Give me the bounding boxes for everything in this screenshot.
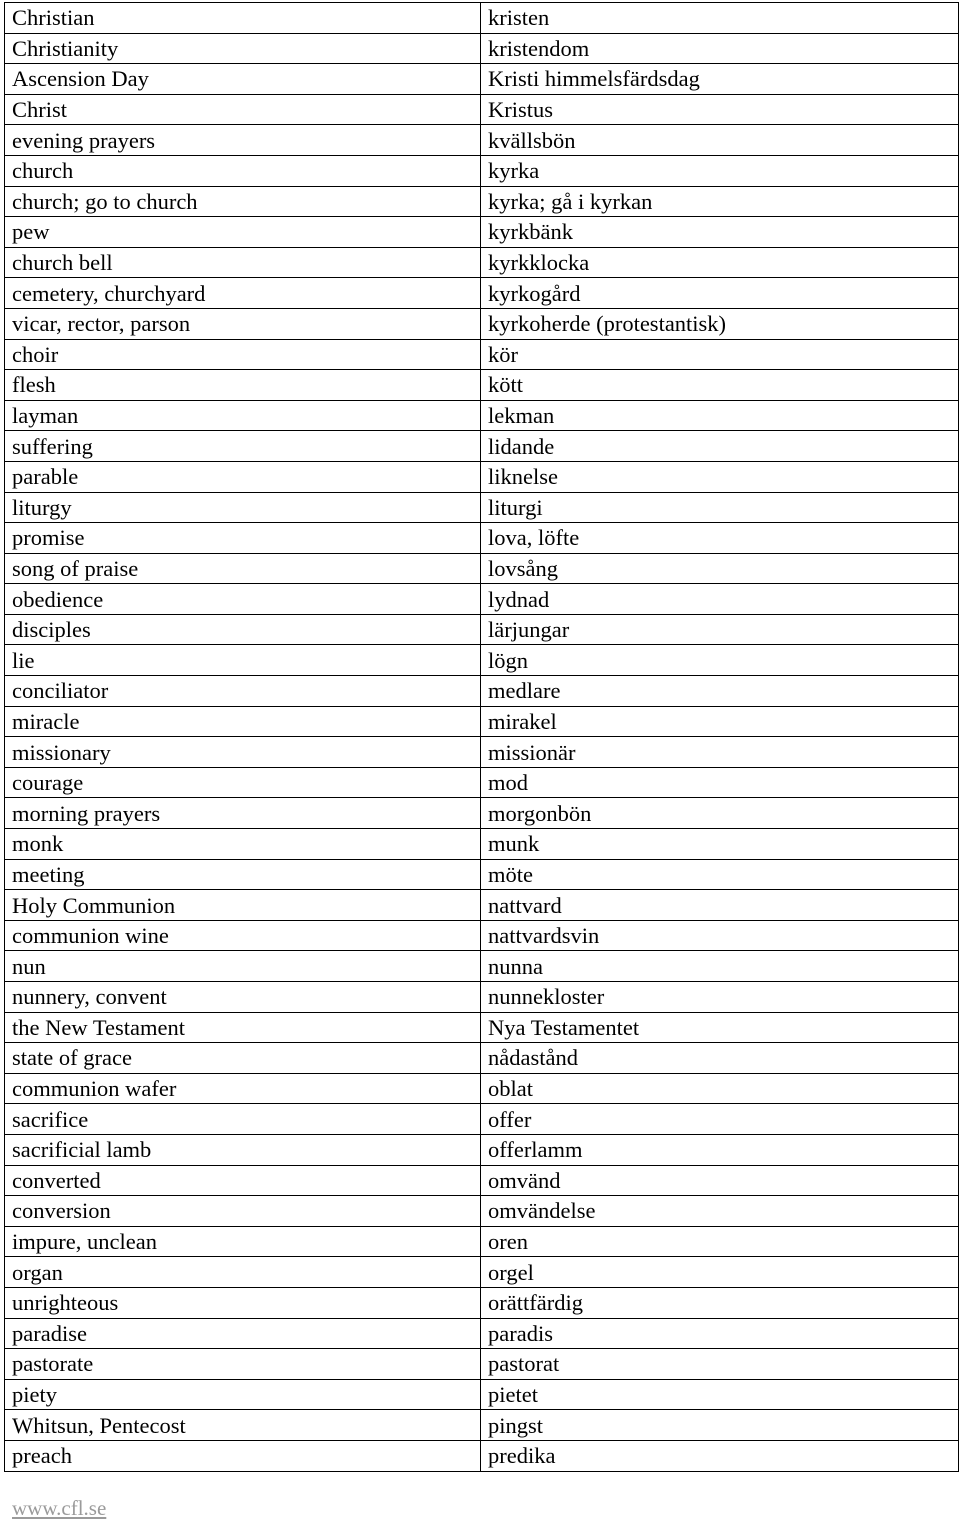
table-row <box>5 247 959 278</box>
english-term: choir <box>5 339 481 370</box>
english-term: sacrifice <box>5 1104 481 1135</box>
swedish-term: oblat <box>481 1073 959 1104</box>
table-row <box>5 676 959 707</box>
english-term: miracle <box>5 706 481 737</box>
table-row <box>5 584 959 615</box>
english-term: sacrificial lamb <box>5 1134 481 1165</box>
swedish-term: omvändelse <box>481 1196 959 1227</box>
table-row <box>5 1073 959 1104</box>
table-row <box>5 829 959 860</box>
english-term: liturgy <box>5 492 481 523</box>
vocabulary-table-body <box>5 3 959 1472</box>
swedish-term: pietet <box>481 1379 959 1410</box>
table-row <box>5 155 959 186</box>
table-row <box>5 1104 959 1135</box>
table-row <box>5 1043 959 1074</box>
english-term: courage <box>5 767 481 798</box>
table-row <box>5 798 959 829</box>
swedish-term: mod <box>481 767 959 798</box>
swedish-term: Kristus <box>481 94 959 125</box>
swedish-term: liturgi <box>481 492 959 523</box>
table-row <box>5 645 959 676</box>
english-term: promise <box>5 523 481 554</box>
swedish-term: pingst <box>481 1410 959 1441</box>
table-row <box>5 1318 959 1349</box>
table-row <box>5 1012 959 1043</box>
table-row <box>5 767 959 798</box>
table-row <box>5 492 959 523</box>
table-row <box>5 951 959 982</box>
english-term: Christ <box>5 94 481 125</box>
table-row <box>5 1440 959 1471</box>
swedish-term: missionär <box>481 737 959 768</box>
table-row <box>5 94 959 125</box>
english-term: vicar, rector, parson <box>5 308 481 339</box>
swedish-term: kristen <box>481 3 959 34</box>
english-term: evening prayers <box>5 125 481 156</box>
english-term: meeting <box>5 859 481 890</box>
swedish-term: Kristi himmelsfärdsdag <box>481 64 959 95</box>
table-row <box>5 1226 959 1257</box>
table-row <box>5 1196 959 1227</box>
table-row <box>5 920 959 951</box>
english-term: nunnery, convent <box>5 982 481 1013</box>
swedish-term: lova, löfte <box>481 523 959 554</box>
swedish-term: kyrkbänk <box>481 217 959 248</box>
swedish-term: kött <box>481 370 959 401</box>
english-term: flesh <box>5 370 481 401</box>
english-term: church; go to church <box>5 186 481 217</box>
swedish-term: kyrkoherde (protestantisk) <box>481 308 959 339</box>
table-row <box>5 3 959 34</box>
english-term: impure, unclean <box>5 1226 481 1257</box>
table-row <box>5 706 959 737</box>
table-row <box>5 64 959 95</box>
english-term: church bell <box>5 247 481 278</box>
swedish-term: nattvardsvin <box>481 920 959 951</box>
swedish-term: kvällsbön <box>481 125 959 156</box>
english-term: communion wafer <box>5 1073 481 1104</box>
swedish-term: nattvard <box>481 890 959 921</box>
swedish-term: nunnekloster <box>481 982 959 1013</box>
english-term: Ascension Day <box>5 64 481 95</box>
english-term: morning prayers <box>5 798 481 829</box>
swedish-term: paradis <box>481 1318 959 1349</box>
table-row <box>5 737 959 768</box>
table-row <box>5 1257 959 1288</box>
english-term: nun <box>5 951 481 982</box>
english-term: unrighteous <box>5 1287 481 1318</box>
english-term: converted <box>5 1165 481 1196</box>
english-term: obedience <box>5 584 481 615</box>
swedish-term: lögn <box>481 645 959 676</box>
swedish-term: kör <box>481 339 959 370</box>
swedish-term: orättfärdig <box>481 1287 959 1318</box>
swedish-term: orgel <box>481 1257 959 1288</box>
english-term: Christianity <box>5 33 481 64</box>
swedish-term: kyrkogård <box>481 278 959 309</box>
swedish-term: möte <box>481 859 959 890</box>
english-term: song of praise <box>5 553 481 584</box>
swedish-term: mirakel <box>481 706 959 737</box>
english-term: preach <box>5 1440 481 1471</box>
english-term: communion wine <box>5 920 481 951</box>
table-row <box>5 125 959 156</box>
swedish-term: pastorat <box>481 1349 959 1380</box>
english-term: state of grace <box>5 1043 481 1074</box>
english-term: missionary <box>5 737 481 768</box>
english-term: Christian <box>5 3 481 34</box>
swedish-term: predika <box>481 1440 959 1471</box>
table-row <box>5 1349 959 1380</box>
table-row <box>5 217 959 248</box>
swedish-term: kyrka; gå i kyrkan <box>481 186 959 217</box>
swedish-term: morgonbön <box>481 798 959 829</box>
table-row <box>5 33 959 64</box>
english-term: pew <box>5 217 481 248</box>
english-term: disciples <box>5 614 481 645</box>
swedish-term: kyrkklocka <box>481 247 959 278</box>
table-row <box>5 461 959 492</box>
english-term: Holy Communion <box>5 890 481 921</box>
swedish-term: lärjungar <box>481 614 959 645</box>
table-row <box>5 339 959 370</box>
english-term: suffering <box>5 431 481 462</box>
swedish-term: kyrka <box>481 155 959 186</box>
swedish-term: offer <box>481 1104 959 1135</box>
english-term: paradise <box>5 1318 481 1349</box>
swedish-term: Nya Testamentet <box>481 1012 959 1043</box>
table-row <box>5 308 959 339</box>
table-row <box>5 859 959 890</box>
swedish-term: lovsång <box>481 553 959 584</box>
swedish-term: omvänd <box>481 1165 959 1196</box>
table-row <box>5 523 959 554</box>
english-term: conciliator <box>5 676 481 707</box>
english-term: parable <box>5 461 481 492</box>
swedish-term: lidande <box>481 431 959 462</box>
table-row <box>5 400 959 431</box>
table-row <box>5 1379 959 1410</box>
footer-website-link[interactable]: www.cfl.se <box>12 1496 107 1520</box>
table-row <box>5 614 959 645</box>
table-row <box>5 370 959 401</box>
table-row <box>5 553 959 584</box>
english-term: layman <box>5 400 481 431</box>
swedish-term: kristendom <box>481 33 959 64</box>
swedish-term: liknelse <box>481 461 959 492</box>
vocabulary-table <box>4 2 959 1472</box>
english-term: monk <box>5 829 481 860</box>
swedish-term: offerlamm <box>481 1134 959 1165</box>
english-term: pastorate <box>5 1349 481 1380</box>
table-row <box>5 1134 959 1165</box>
table-row <box>5 1287 959 1318</box>
swedish-term: nådastånd <box>481 1043 959 1074</box>
swedish-term: lydnad <box>481 584 959 615</box>
table-row <box>5 278 959 309</box>
table-row <box>5 1410 959 1441</box>
table-row <box>5 890 959 921</box>
english-term: cemetery, churchyard <box>5 278 481 309</box>
swedish-term: medlare <box>481 676 959 707</box>
swedish-term: nunna <box>481 951 959 982</box>
swedish-term: oren <box>481 1226 959 1257</box>
table-row <box>5 431 959 462</box>
english-term: the New Testament <box>5 1012 481 1043</box>
table-row <box>5 186 959 217</box>
swedish-term: munk <box>481 829 959 860</box>
english-term: lie <box>5 645 481 676</box>
english-term: Whitsun, Pentecost <box>5 1410 481 1441</box>
table-row <box>5 1165 959 1196</box>
english-term: organ <box>5 1257 481 1288</box>
table-row <box>5 982 959 1013</box>
swedish-term: lekman <box>481 400 959 431</box>
english-term: conversion <box>5 1196 481 1227</box>
english-term: piety <box>5 1379 481 1410</box>
english-term: church <box>5 155 481 186</box>
